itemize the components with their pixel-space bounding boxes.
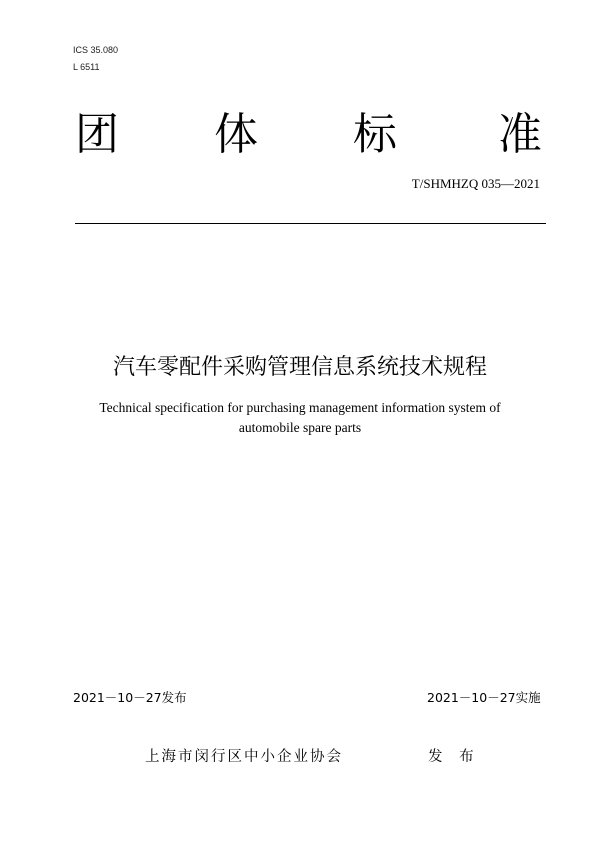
standard-type-char: 体: [214, 109, 258, 160]
ics-code: ICS 35.080: [73, 45, 119, 55]
divider: [75, 223, 546, 224]
title-english-line2: automobile spare parts: [238, 420, 362, 435]
standard-code: T/SHMHZQ 035—2021: [411, 176, 540, 191]
standard-type-char: 团: [75, 109, 119, 160]
title-english-line1: Technical specification for purchasing management information system of: [99, 400, 501, 415]
standard-type-char: 标: [353, 109, 397, 160]
implement-date: 2021－10－27实施: [427, 690, 541, 705]
issue-label: 发 布: [428, 749, 480, 765]
issuer: 上海市闵行区中小企业协会: [145, 749, 343, 765]
title-chinese: 汽车零配件采购管理信息系统技术规程: [112, 355, 487, 380]
standard-type-char: 准: [498, 109, 542, 160]
publish-date: 2021－10－27发布: [73, 690, 187, 705]
ccs-code: L 6511: [73, 62, 100, 72]
